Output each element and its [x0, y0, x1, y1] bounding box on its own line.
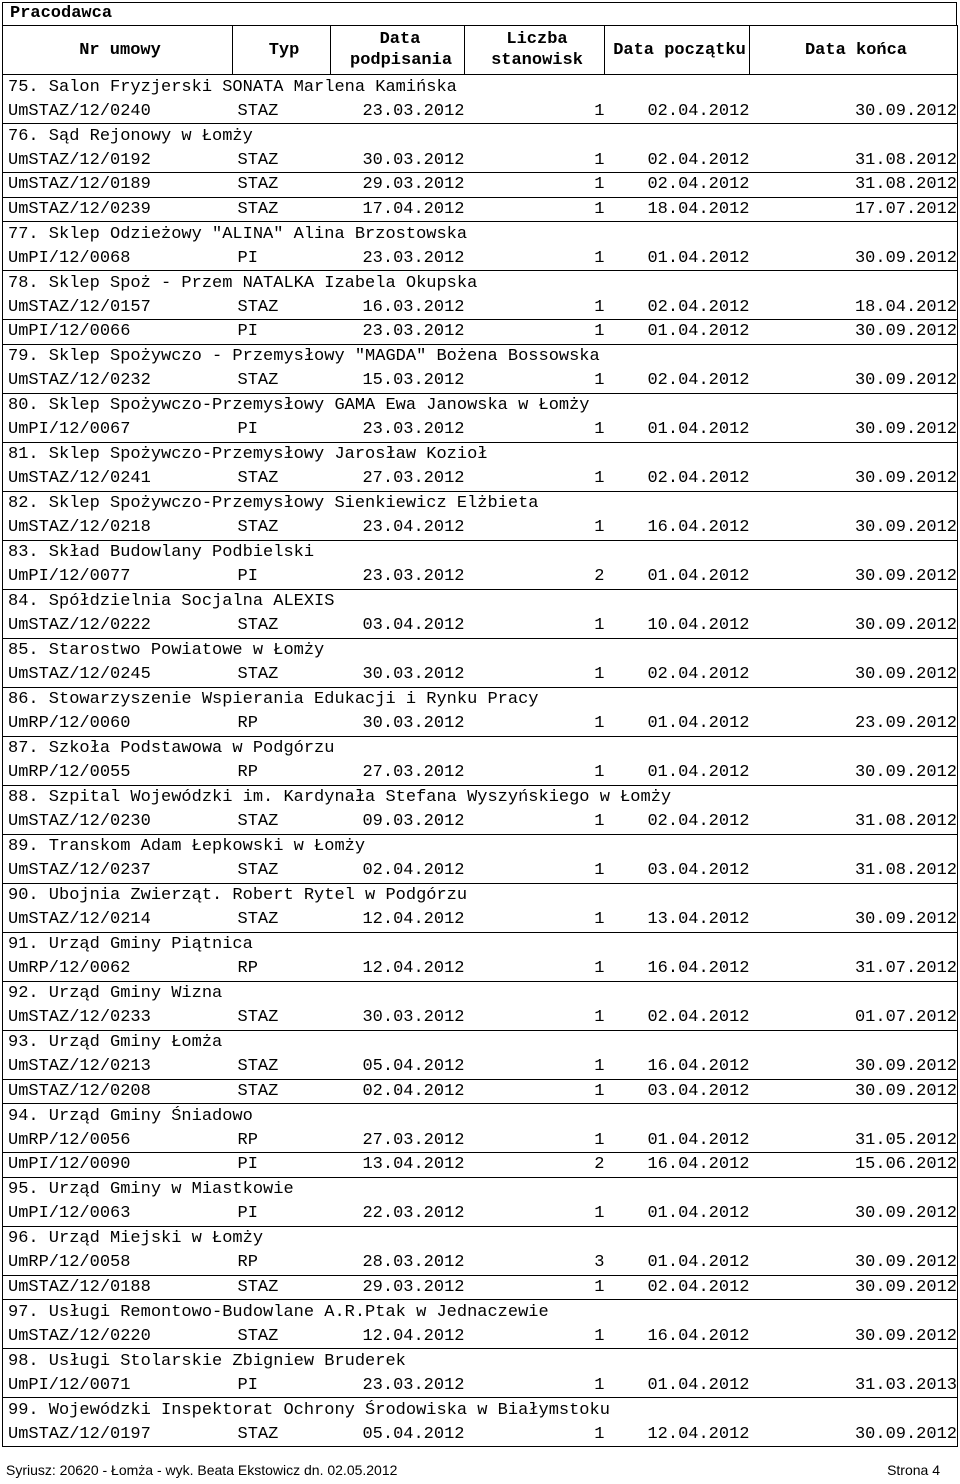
- start-date: 02.04.2012: [605, 99, 750, 124]
- employer-row: [3, 393, 958, 418]
- contract-type: STAZ: [233, 295, 331, 320]
- start-date: 02.04.2012: [605, 467, 750, 492]
- contract-type: STAZ: [233, 369, 331, 394]
- start-date: 18.04.2012: [605, 197, 750, 222]
- sign-date: 17.04.2012: [331, 197, 465, 222]
- page-number: Strona 4: [887, 1462, 940, 1478]
- employer-row: [3, 883, 958, 908]
- start-date: 10.04.2012: [605, 614, 750, 639]
- employer-row: [3, 834, 958, 859]
- start-date: 16.04.2012: [605, 1324, 750, 1349]
- positions-count: 1: [465, 614, 605, 639]
- employer-row: [3, 1177, 958, 1202]
- start-date: 02.04.2012: [605, 173, 750, 198]
- end-date: 30.09.2012: [750, 565, 958, 590]
- end-date: 30.09.2012: [750, 1275, 958, 1300]
- contract-number: UmSTAZ/12/0220: [3, 1324, 233, 1349]
- employer-row: [3, 932, 958, 957]
- start-date: 13.04.2012: [605, 908, 750, 933]
- employer-name: 75. Salon Fryzjerski SONATA Marlena Kamińska: [3, 75, 958, 100]
- table-row: [3, 197, 958, 222]
- contract-number: UmPI/12/0077: [3, 565, 233, 590]
- employer-header: Pracodawca: [2, 2, 957, 26]
- positions-count: 1: [465, 148, 605, 173]
- table-row: [3, 99, 958, 124]
- positions-count: 1: [465, 810, 605, 835]
- table-row: [3, 516, 958, 541]
- contract-number: UmSTAZ/12/0189: [3, 173, 233, 198]
- employer-name: 85. Starostwo Powiatowe w Łomży: [3, 638, 958, 663]
- employer-name: 97. Usługi Remontowo-Budowlane A.R.Ptak w Jednaczewie: [3, 1300, 958, 1325]
- start-date: 02.04.2012: [605, 369, 750, 394]
- contract-type: STAZ: [233, 1055, 331, 1080]
- contract-number: UmPI/12/0071: [3, 1373, 233, 1398]
- sign-date: 05.04.2012: [331, 1422, 465, 1447]
- end-date: 30.09.2012: [750, 908, 958, 933]
- employer-name: 89. Transkom Adam Łepkowski w Łomży: [3, 834, 958, 859]
- end-date: 30.09.2012: [750, 467, 958, 492]
- positions-count: 1: [465, 859, 605, 884]
- sign-date: 29.03.2012: [331, 1275, 465, 1300]
- table-row: [3, 1275, 958, 1300]
- sign-date: 12.04.2012: [331, 1324, 465, 1349]
- employer-name: 79. Sklep Spożywczo - Przemysłowy "MAGDA" Bożena Bossowska: [3, 344, 958, 369]
- employer-name: 92. Urząd Gminy Wizna: [3, 981, 958, 1006]
- sign-date: 12.04.2012: [331, 957, 465, 982]
- sign-date: 23.03.2012: [331, 99, 465, 124]
- table-row: [3, 1006, 958, 1031]
- col-header-sign-date: Data podpisania: [331, 26, 465, 75]
- sign-date: 02.04.2012: [331, 1079, 465, 1104]
- table-row: [3, 565, 958, 590]
- employer-name: 88. Szpital Wojewódzki im. Kardynała Stefana Wyszyńskiego w Łomży: [3, 785, 958, 810]
- end-date: 30.09.2012: [750, 663, 958, 688]
- sign-date: 27.03.2012: [331, 761, 465, 786]
- contract-type: STAZ: [233, 516, 331, 541]
- end-date: 15.06.2012: [750, 1153, 958, 1178]
- contract-number: UmPI/12/0063: [3, 1202, 233, 1227]
- employer-row: [3, 687, 958, 712]
- contract-type: STAZ: [233, 1324, 331, 1349]
- positions-count: 1: [465, 467, 605, 492]
- table-row: [3, 712, 958, 737]
- contract-type: STAZ: [233, 614, 331, 639]
- employer-name: 76. Sąd Rejonowy w Łomży: [3, 124, 958, 149]
- sign-date: 02.04.2012: [331, 859, 465, 884]
- positions-count: 1: [465, 516, 605, 541]
- contract-type: PI: [233, 320, 331, 345]
- employer-row: [3, 271, 958, 296]
- start-date: 02.04.2012: [605, 1006, 750, 1031]
- end-date: 30.09.2012: [750, 369, 958, 394]
- contract-number: UmRP/12/0058: [3, 1251, 233, 1276]
- table-row: [3, 1422, 958, 1447]
- employer-row: [3, 589, 958, 614]
- contract-number: UmSTAZ/12/0230: [3, 810, 233, 835]
- employer-row: [3, 1300, 958, 1325]
- contract-type: STAZ: [233, 908, 331, 933]
- start-date: 16.04.2012: [605, 1055, 750, 1080]
- sign-date: 30.03.2012: [331, 663, 465, 688]
- employer-row: [3, 222, 958, 247]
- employer-name: 80. Sklep Spożywczo-Przemysłowy GAMA Ewa Janowska w Łomży: [3, 393, 958, 418]
- contract-number: UmPI/12/0067: [3, 418, 233, 443]
- positions-count: 1: [465, 246, 605, 271]
- contract-number: UmSTAZ/12/0208: [3, 1079, 233, 1104]
- start-date: 01.04.2012: [605, 565, 750, 590]
- employer-row: [3, 344, 958, 369]
- contract-type: STAZ: [233, 1275, 331, 1300]
- start-date: 03.04.2012: [605, 859, 750, 884]
- end-date: 31.03.2013: [750, 1373, 958, 1398]
- positions-count: 1: [465, 295, 605, 320]
- end-date: 18.04.2012: [750, 295, 958, 320]
- footer-info: Syriusz: 20620 - Łomża - wyk. Beata Ekstowicz dn. 02.05.2012: [6, 1462, 398, 1478]
- table-row: [3, 320, 958, 345]
- end-date: 23.09.2012: [750, 712, 958, 737]
- employer-row: [3, 1398, 958, 1423]
- contract-number: UmPI/12/0090: [3, 1153, 233, 1178]
- employer-name: 83. Skład Budowlany Podbielski: [3, 540, 958, 565]
- end-date: 30.09.2012: [750, 1055, 958, 1080]
- positions-count: 1: [465, 761, 605, 786]
- employer-row: [3, 1349, 958, 1374]
- table-row: [3, 148, 958, 173]
- contract-type: STAZ: [233, 467, 331, 492]
- contract-number: UmSTAZ/12/0192: [3, 148, 233, 173]
- sign-date: 30.03.2012: [331, 148, 465, 173]
- contract-type: STAZ: [233, 173, 331, 198]
- end-date: 30.09.2012: [750, 614, 958, 639]
- contract-type: RP: [233, 1251, 331, 1276]
- start-date: 01.04.2012: [605, 761, 750, 786]
- positions-count: 1: [465, 369, 605, 394]
- positions-count: 1: [465, 1422, 605, 1447]
- start-date: 01.04.2012: [605, 1373, 750, 1398]
- contract-number: UmRP/12/0056: [3, 1128, 233, 1153]
- positions-count: 1: [465, 957, 605, 982]
- positions-count: 2: [465, 1153, 605, 1178]
- positions-count: 1: [465, 173, 605, 198]
- col-header-end-date: Data końca: [750, 26, 958, 75]
- contract-type: PI: [233, 1153, 331, 1178]
- positions-count: 1: [465, 197, 605, 222]
- table-row: [3, 1324, 958, 1349]
- sign-date: 16.03.2012: [331, 295, 465, 320]
- employer-row: [3, 638, 958, 663]
- contract-type: STAZ: [233, 663, 331, 688]
- employer-name: 87. Szkoła Podstawowa w Podgórzu: [3, 736, 958, 761]
- employer-name: 78. Sklep Spoż - Przem NATALKA Izabela Okupska: [3, 271, 958, 296]
- end-date: 30.09.2012: [750, 320, 958, 345]
- contract-type: STAZ: [233, 859, 331, 884]
- employer-row: [3, 736, 958, 761]
- positions-count: 1: [465, 1079, 605, 1104]
- positions-count: 1: [465, 1373, 605, 1398]
- contract-type: RP: [233, 957, 331, 982]
- contract-type: PI: [233, 1202, 331, 1227]
- col-header-positions: Liczba stanowisk: [465, 26, 605, 75]
- start-date: 02.04.2012: [605, 810, 750, 835]
- employer-row: [3, 1104, 958, 1129]
- sign-date: 29.03.2012: [331, 173, 465, 198]
- positions-count: 1: [465, 1006, 605, 1031]
- contract-number: UmSTAZ/12/0233: [3, 1006, 233, 1031]
- employer-name: 86. Stowarzyszenie Wspierania Edukacji i Rynku Pracy: [3, 687, 958, 712]
- contract-number: UmPI/12/0068: [3, 246, 233, 271]
- positions-count: 1: [465, 320, 605, 345]
- sign-date: 28.03.2012: [331, 1251, 465, 1276]
- table-row: [3, 663, 958, 688]
- employer-name: 77. Sklep Odzieżowy "ALINA" Alina Brzostowska: [3, 222, 958, 247]
- contract-type: PI: [233, 418, 331, 443]
- employer-row: [3, 442, 958, 467]
- contract-type: PI: [233, 246, 331, 271]
- table-row: [3, 1202, 958, 1227]
- start-date: 01.04.2012: [605, 1251, 750, 1276]
- sign-date: 12.04.2012: [331, 908, 465, 933]
- end-date: 30.09.2012: [750, 1422, 958, 1447]
- positions-count: 1: [465, 1275, 605, 1300]
- end-date: 30.09.2012: [750, 1079, 958, 1104]
- contract-number: UmSTAZ/12/0218: [3, 516, 233, 541]
- contract-type: STAZ: [233, 148, 331, 173]
- table-row: [3, 1251, 958, 1276]
- start-date: 01.04.2012: [605, 320, 750, 345]
- start-date: 03.04.2012: [605, 1079, 750, 1104]
- end-date: 30.09.2012: [750, 516, 958, 541]
- col-header-type: Typ: [233, 26, 331, 75]
- end-date: 17.07.2012: [750, 197, 958, 222]
- table-row: [3, 761, 958, 786]
- end-date: 30.09.2012: [750, 246, 958, 271]
- contract-number: UmRP/12/0062: [3, 957, 233, 982]
- start-date: 02.04.2012: [605, 663, 750, 688]
- positions-count: 1: [465, 1055, 605, 1080]
- end-date: 31.08.2012: [750, 173, 958, 198]
- employer-row: [3, 1030, 958, 1055]
- contract-type: PI: [233, 1373, 331, 1398]
- start-date: 16.04.2012: [605, 516, 750, 541]
- contract-type: STAZ: [233, 1079, 331, 1104]
- contract-type: PI: [233, 565, 331, 590]
- sign-date: 15.03.2012: [331, 369, 465, 394]
- sign-date: 23.03.2012: [331, 246, 465, 271]
- contract-type: STAZ: [233, 1006, 331, 1031]
- table-row: [3, 418, 958, 443]
- end-date: 31.08.2012: [750, 810, 958, 835]
- employer-row: [3, 540, 958, 565]
- end-date: 30.09.2012: [750, 99, 958, 124]
- employer-name: 93. Urząd Gminy Łomża: [3, 1030, 958, 1055]
- start-date: 01.04.2012: [605, 246, 750, 271]
- sign-date: 30.03.2012: [331, 1006, 465, 1031]
- contract-number: UmRP/12/0060: [3, 712, 233, 737]
- contract-number: UmSTAZ/12/0239: [3, 197, 233, 222]
- sign-date: 27.03.2012: [331, 467, 465, 492]
- end-date: 31.05.2012: [750, 1128, 958, 1153]
- table-row: [3, 957, 958, 982]
- end-date: 01.07.2012: [750, 1006, 958, 1031]
- start-date: 16.04.2012: [605, 1153, 750, 1178]
- start-date: 02.04.2012: [605, 295, 750, 320]
- sign-date: 23.03.2012: [331, 1373, 465, 1398]
- contract-number: UmSTAZ/12/0188: [3, 1275, 233, 1300]
- start-date: 01.04.2012: [605, 1128, 750, 1153]
- table-row: [3, 295, 958, 320]
- table-row: [3, 246, 958, 271]
- sign-date: 22.03.2012: [331, 1202, 465, 1227]
- employer-name: 91. Urząd Gminy Piątnica: [3, 932, 958, 957]
- contract-type: RP: [233, 761, 331, 786]
- start-date: 01.04.2012: [605, 418, 750, 443]
- contract-type: STAZ: [233, 810, 331, 835]
- employer-name: 81. Sklep Spożywczo-Przemysłowy Jarosław Kozioł: [3, 442, 958, 467]
- end-date: 30.09.2012: [750, 1202, 958, 1227]
- table-row: [3, 173, 958, 198]
- employer-row: [3, 75, 958, 100]
- contract-type: RP: [233, 1128, 331, 1153]
- employer-row: [3, 124, 958, 149]
- col-header-start-date: Data początku: [605, 26, 750, 75]
- employer-name: 98. Usługi Stolarskie Zbigniew Bruderek: [3, 1349, 958, 1374]
- contract-number: UmSTAZ/12/0232: [3, 369, 233, 394]
- contract-number: UmSTAZ/12/0237: [3, 859, 233, 884]
- start-date: 02.04.2012: [605, 148, 750, 173]
- employer-row: [3, 981, 958, 1006]
- table-row: [3, 1128, 958, 1153]
- sign-date: 30.03.2012: [331, 712, 465, 737]
- contract-number: UmSTAZ/12/0213: [3, 1055, 233, 1080]
- start-date: 12.04.2012: [605, 1422, 750, 1447]
- contract-type: STAZ: [233, 197, 331, 222]
- contract-type: STAZ: [233, 99, 331, 124]
- positions-count: 1: [465, 99, 605, 124]
- column-headers: [3, 26, 958, 75]
- positions-count: 3: [465, 1251, 605, 1276]
- employer-row: [3, 491, 958, 516]
- sign-date: 23.04.2012: [331, 516, 465, 541]
- table-row: [3, 859, 958, 884]
- table-row: [3, 467, 958, 492]
- end-date: 30.09.2012: [750, 418, 958, 443]
- contract-number: UmSTAZ/12/0157: [3, 295, 233, 320]
- employer-name: 95. Urząd Gminy w Miastkowie: [3, 1177, 958, 1202]
- table-row: [3, 369, 958, 394]
- table-row: [3, 1079, 958, 1104]
- positions-count: 1: [465, 1324, 605, 1349]
- contract-number: UmPI/12/0066: [3, 320, 233, 345]
- sign-date: 23.03.2012: [331, 320, 465, 345]
- contract-type: RP: [233, 712, 331, 737]
- employer-name: 96. Urząd Miejski w Łomży: [3, 1226, 958, 1251]
- employer-name: 99. Wojewódzki Inspektorat Ochrony Środowiska w Białymstoku: [3, 1398, 958, 1423]
- end-date: 31.08.2012: [750, 859, 958, 884]
- sign-date: 05.04.2012: [331, 1055, 465, 1080]
- end-date: 30.09.2012: [750, 1251, 958, 1276]
- employer-name: 94. Urząd Gminy Śniadowo: [3, 1104, 958, 1129]
- contract-number: UmSTAZ/12/0222: [3, 614, 233, 639]
- start-date: 02.04.2012: [605, 1275, 750, 1300]
- contract-number: UmSTAZ/12/0214: [3, 908, 233, 933]
- table-row: [3, 1373, 958, 1398]
- end-date: 31.07.2012: [750, 957, 958, 982]
- employer-row: [3, 1226, 958, 1251]
- col-header-contract-no: Nr umowy: [3, 26, 233, 75]
- sign-date: 09.03.2012: [331, 810, 465, 835]
- positions-count: 1: [465, 1202, 605, 1227]
- positions-count: 1: [465, 908, 605, 933]
- end-date: 30.09.2012: [750, 1324, 958, 1349]
- employer-name: 90. Ubojnia Zwierząt. Robert Rytel w Podgórzu: [3, 883, 958, 908]
- end-date: 31.08.2012: [750, 148, 958, 173]
- contract-number: UmSTAZ/12/0197: [3, 1422, 233, 1447]
- contract-type: STAZ: [233, 1422, 331, 1447]
- table-row: [3, 614, 958, 639]
- employer-row: [3, 785, 958, 810]
- sign-date: 13.04.2012: [331, 1153, 465, 1178]
- sign-date: 27.03.2012: [331, 1128, 465, 1153]
- employer-name: 82. Sklep Spożywczo-Przemysłowy Sienkiewicz Elżbieta: [3, 491, 958, 516]
- table-row: [3, 1055, 958, 1080]
- end-date: 30.09.2012: [750, 761, 958, 786]
- contract-number: UmRP/12/0055: [3, 761, 233, 786]
- contract-number: UmSTAZ/12/0240: [3, 99, 233, 124]
- positions-count: 2: [465, 565, 605, 590]
- table-row: [3, 1153, 958, 1178]
- sign-date: 23.03.2012: [331, 418, 465, 443]
- table-row: [3, 908, 958, 933]
- start-date: 16.04.2012: [605, 957, 750, 982]
- contract-number: UmSTAZ/12/0245: [3, 663, 233, 688]
- start-date: 01.04.2012: [605, 1202, 750, 1227]
- employer-name: 84. Spółdzielnia Socjalna ALEXIS: [3, 589, 958, 614]
- start-date: 01.04.2012: [605, 712, 750, 737]
- positions-count: 1: [465, 418, 605, 443]
- positions-count: 1: [465, 663, 605, 688]
- sign-date: 23.03.2012: [331, 565, 465, 590]
- contract-number: UmSTAZ/12/0241: [3, 467, 233, 492]
- positions-count: 1: [465, 712, 605, 737]
- sign-date: 03.04.2012: [331, 614, 465, 639]
- table-row: [3, 810, 958, 835]
- agreements-table: [2, 25, 958, 1447]
- positions-count: 1: [465, 1128, 605, 1153]
